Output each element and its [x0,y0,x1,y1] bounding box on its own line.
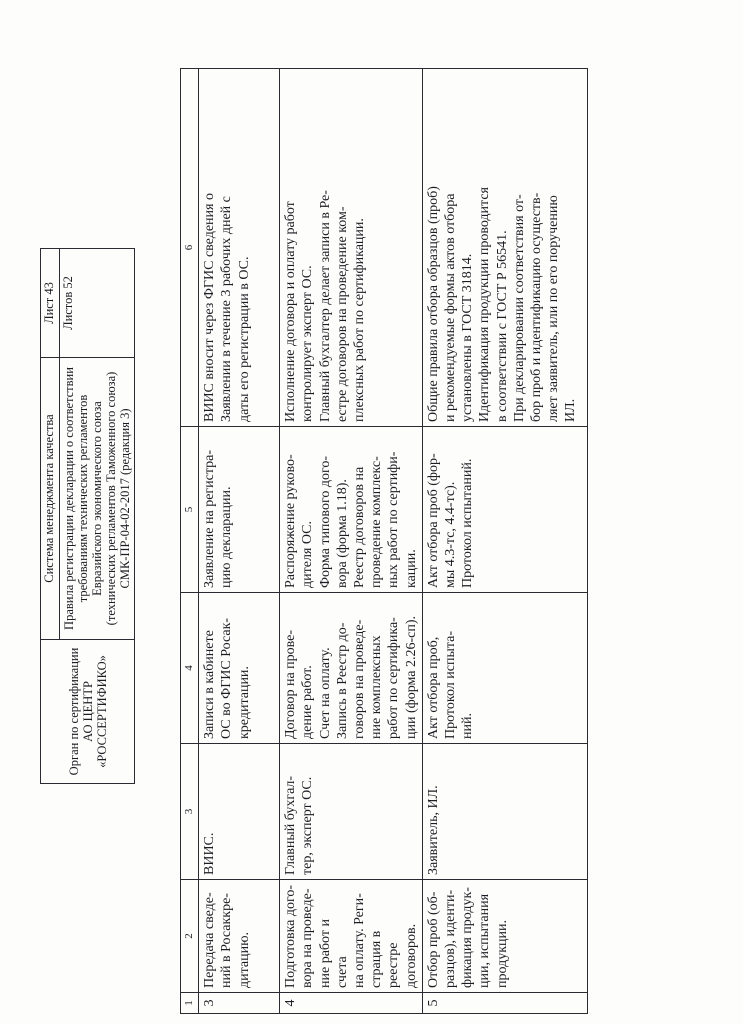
column-number: 4 [181,593,199,744]
input-document-cell: Распоряжение руково- дителя ОС. Форма типового дого- вора (форма 1.18). Реестр договоров на проведение комплекс- ных работ по сертифи- кации. [280,427,423,593]
organization-name: Орган по сертификации АО ЦЕНТР «РОССЕРТИФИКО» [41,640,135,784]
stage-cell: Отбор проб (об- разцов), иденти- фикация продук- ции, испытания продукции. [422,880,587,993]
notes-cell: Общие правила отбора образцов (проб) и рекомендуемые формы актов отбора установлены в ГОСТ 31814. Идентификация продукции проводится в соответствии с ГОСТ Р 56541. При декларировании соответствия от- бор проб и идентификацию осуществ- ляет заявитель, или по его поручению ИЛ. [422,69,587,427]
column-number: 5 [181,427,199,593]
input-document-cell: Заявление на регистра- цию декларации. [199,427,280,593]
output-document-cell: Договор на прове- дение работ. Счет на оплату. Запись в Реестр до- говоров на проведе- ние комплексных работ по сертифика- ции (форма 2.26-сп). [280,593,423,744]
column-number: 1 [181,993,199,1014]
qms-title: Система менеджмента качества [41,358,60,640]
column-number-row [181,69,199,1014]
table-row [199,69,280,1014]
rules-title: Правила регистрации декларации о соответствии требованиям технических регламентов Евразийского экономического союза (технических регламентов Таможенного союза) СМК-ПР-04-02-2017 (редакция 3) [60,358,135,640]
row-number: 4 [280,993,423,1014]
row-number: 3 [199,993,280,1014]
procedure-table [180,68,588,1014]
output-document-cell: Акт отбора проб, Протокол испыта- ний. [422,593,587,744]
sheets-total: Листов 52 [60,249,135,358]
sheet-number: Лист 43 [41,249,60,358]
notes-cell: Исполнение договора и оплату работ контролирует эксперт ОС. Главный бухгалтер делает записи в Ре- естре договоров на проведение ком- плексных работ по сертификации. [280,69,423,427]
stage-cell: Передача сведе- ний в Росаккре- дитацию. [199,880,280,993]
table-row [422,69,587,1014]
row-number: 5 [422,993,587,1014]
input-document-cell: Акт отбора проб (фор- мы 4.3-тс, 4.4-тс). Протокол испытаний. [422,427,587,593]
column-number: 2 [181,880,199,993]
table-row [280,69,423,1014]
responsible-cell: Главный бухгал- тер, эксперт ОС. [280,744,423,880]
responsible-cell: ВИИС. [199,744,280,880]
output-document-cell: Записи в кабинете ОС во ФГИС Росак- кредитации. [199,593,280,744]
column-number: 3 [181,744,199,880]
notes-cell: ВИИС вносит через ФГИС сведения о Заявлении в течение 3 рабочих дней с даты его регистрации в ОС. [199,69,280,427]
responsible-cell: Заявитель, ИЛ. [422,744,587,880]
column-number: 6 [181,69,199,427]
document-header [40,248,135,784]
stage-cell: Подготовка дого- вора на проведе- ние работ и счета на оплату. Реги- страция в реестре договоров. [280,880,423,993]
